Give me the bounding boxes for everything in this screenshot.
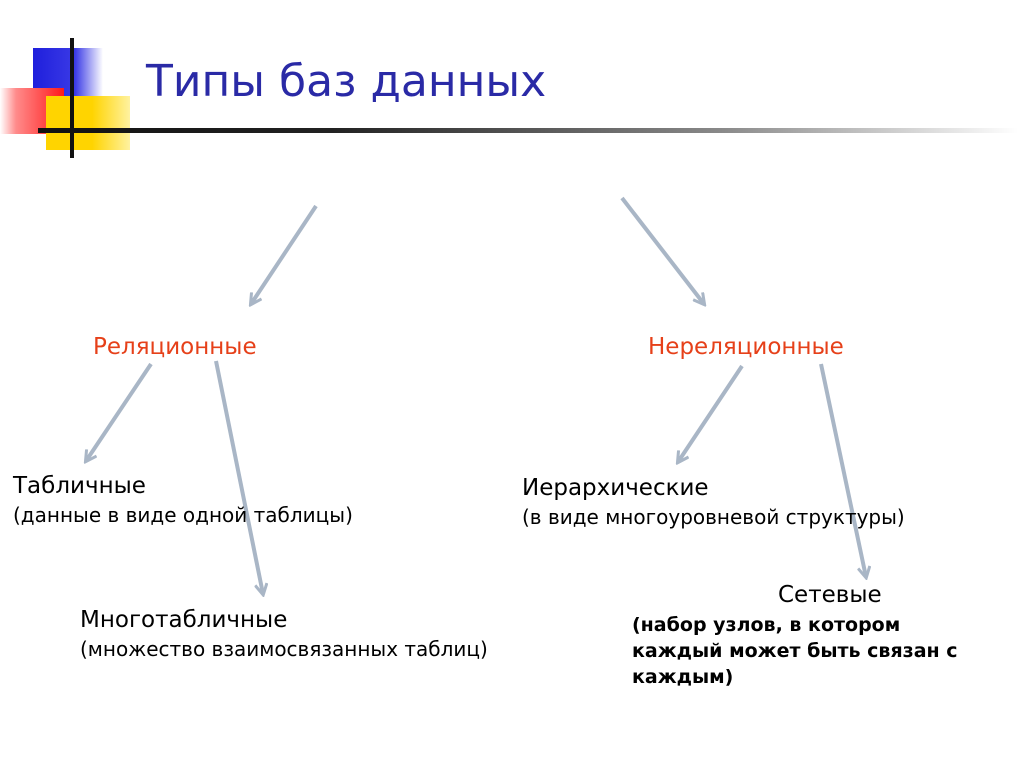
node-multitable-desc: (множество взаимосвязанных таблиц)	[80, 637, 488, 661]
node-network-desc-line: (набор узлов, в котором	[632, 614, 901, 636]
node-multitable-name: Многотабличные	[80, 607, 288, 633]
node-tabular	[13, 471, 353, 529]
arrow-to-relational	[251, 206, 316, 304]
slide-title: Типы баз данных	[146, 56, 547, 107]
category-nonrelational: Нереляционные	[648, 334, 844, 360]
node-multitable	[80, 605, 488, 663]
node-network-name: Сетевые	[778, 582, 882, 608]
arrow-to-hierarchical	[678, 366, 742, 462]
arrow-to-nonrelational	[622, 198, 704, 304]
node-network-desc-line: каждый может быть связан с	[632, 640, 958, 662]
category-relational: Реляционные	[93, 334, 257, 360]
node-tabular-desc: (данные в виде одной таблицы)	[13, 503, 353, 527]
node-hierarchical	[522, 473, 905, 531]
arrow-to-tabular	[86, 364, 151, 461]
node-network-desc	[632, 612, 958, 690]
node-network-desc-line: каждым)	[632, 666, 734, 688]
node-tabular-name: Табличные	[13, 473, 146, 499]
arrow-to-network	[821, 364, 866, 577]
node-hierarchical-desc: (в виде многоуровневой структуры)	[522, 505, 905, 529]
node-hierarchical-name: Иерархические	[522, 475, 709, 501]
